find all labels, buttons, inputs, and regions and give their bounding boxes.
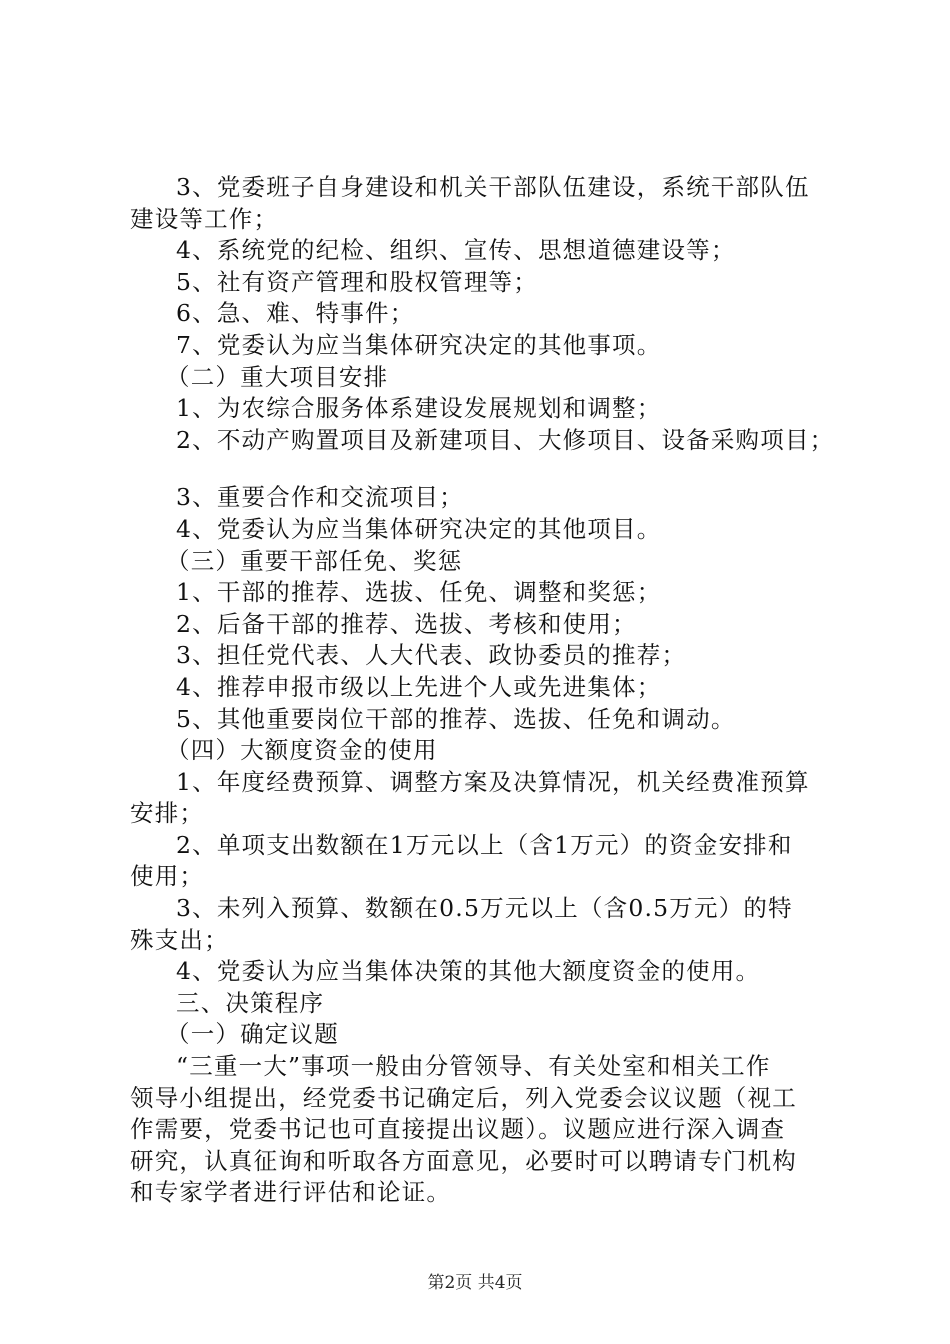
paragraph-line: 5、其他重要岗位干部的推荐、选拔、任免和调动。 [176, 704, 736, 733]
paragraph-line: 安排； [130, 799, 205, 828]
document-body [130, 172, 842, 1209]
paragraph-line: 和专家学者进行评估和论证。 [130, 1178, 452, 1207]
section-heading: （一）确定议题 [166, 1020, 339, 1049]
paragraph-line: 3、党委班子自身建设和机关干部队伍建设，系统干部队伍 [176, 173, 810, 201]
paragraph-line: 研究，认真征询和听取各方面意见，必要时可以聘请专门机构 [130, 1146, 797, 1175]
paragraph-line: 4、系统党的纪检、组织、宣传、思想道德建设等； [176, 236, 736, 265]
paragraph-line: 殊支出； [130, 925, 229, 954]
paragraph-line: 使用； [130, 862, 205, 891]
section-heading: （三）重要干部任免、奖惩 [166, 546, 463, 575]
paragraph-line: 3、重要合作和交流项目； [176, 483, 464, 512]
paragraph-line: 建设等工作； [130, 204, 279, 233]
paragraph-line: 2、单项支出数额在1万元以上（含1万元）的资金安排和 [176, 830, 793, 859]
paragraph-line: 2、不动产购置项目及新建项目、大修项目、设备采购项目； [176, 425, 835, 454]
paragraph-line: 3、未列入预算、数额在0.5万元以上（含0.5万元）的特 [176, 894, 793, 923]
paragraph-line: 5、社有资产管理和股权管理等； [176, 267, 538, 296]
paragraph-line: 4、党委认为应当集体决策的其他大额度资金的使用。 [176, 957, 761, 986]
paragraph-line: 4、推荐申报市级以上先进个人或先进集体； [176, 672, 662, 701]
paragraph-line: 领导小组提出，经党委书记确定后，列入党委会议议题（视工 [130, 1083, 797, 1112]
paragraph-line: 1、干部的推荐、选拔、任免、调整和奖惩； [176, 578, 662, 607]
paragraph-line: “三重一大”事项一般由分管领导、有关处室和相关工作 [176, 1052, 771, 1081]
paragraph-line: 2、后备干部的推荐、选拔、考核和使用； [176, 609, 637, 638]
paragraph-line: 作需要，党委书记也可直接提出议题）。议题应进行深入调查 [130, 1115, 786, 1144]
paragraph-line: 1、为农综合服务体系建设发展规划和调整； [176, 394, 662, 423]
blank-gap [130, 456, 842, 482]
section-heading: （二）重大项目安排 [166, 362, 389, 391]
paragraph-line: 6、急、难、特事件； [176, 299, 415, 328]
paragraph-line: 7、党委认为应当集体研究决定的其他事项。 [176, 330, 662, 359]
page-number-footer: 第2页 共4页 [427, 1273, 523, 1293]
section-heading: （四）大额度资金的使用 [166, 736, 438, 765]
section-heading: 三、决策程序 [176, 988, 325, 1017]
paragraph-line: 4、党委认为应当集体研究决定的其他项目。 [176, 514, 662, 543]
paragraph-line: 3、担任党代表、人大代表、政协委员的推荐； [176, 641, 687, 670]
paragraph-line: 1、年度经费预算、调整方案及决算情况，机关经费准预算 [176, 767, 810, 796]
